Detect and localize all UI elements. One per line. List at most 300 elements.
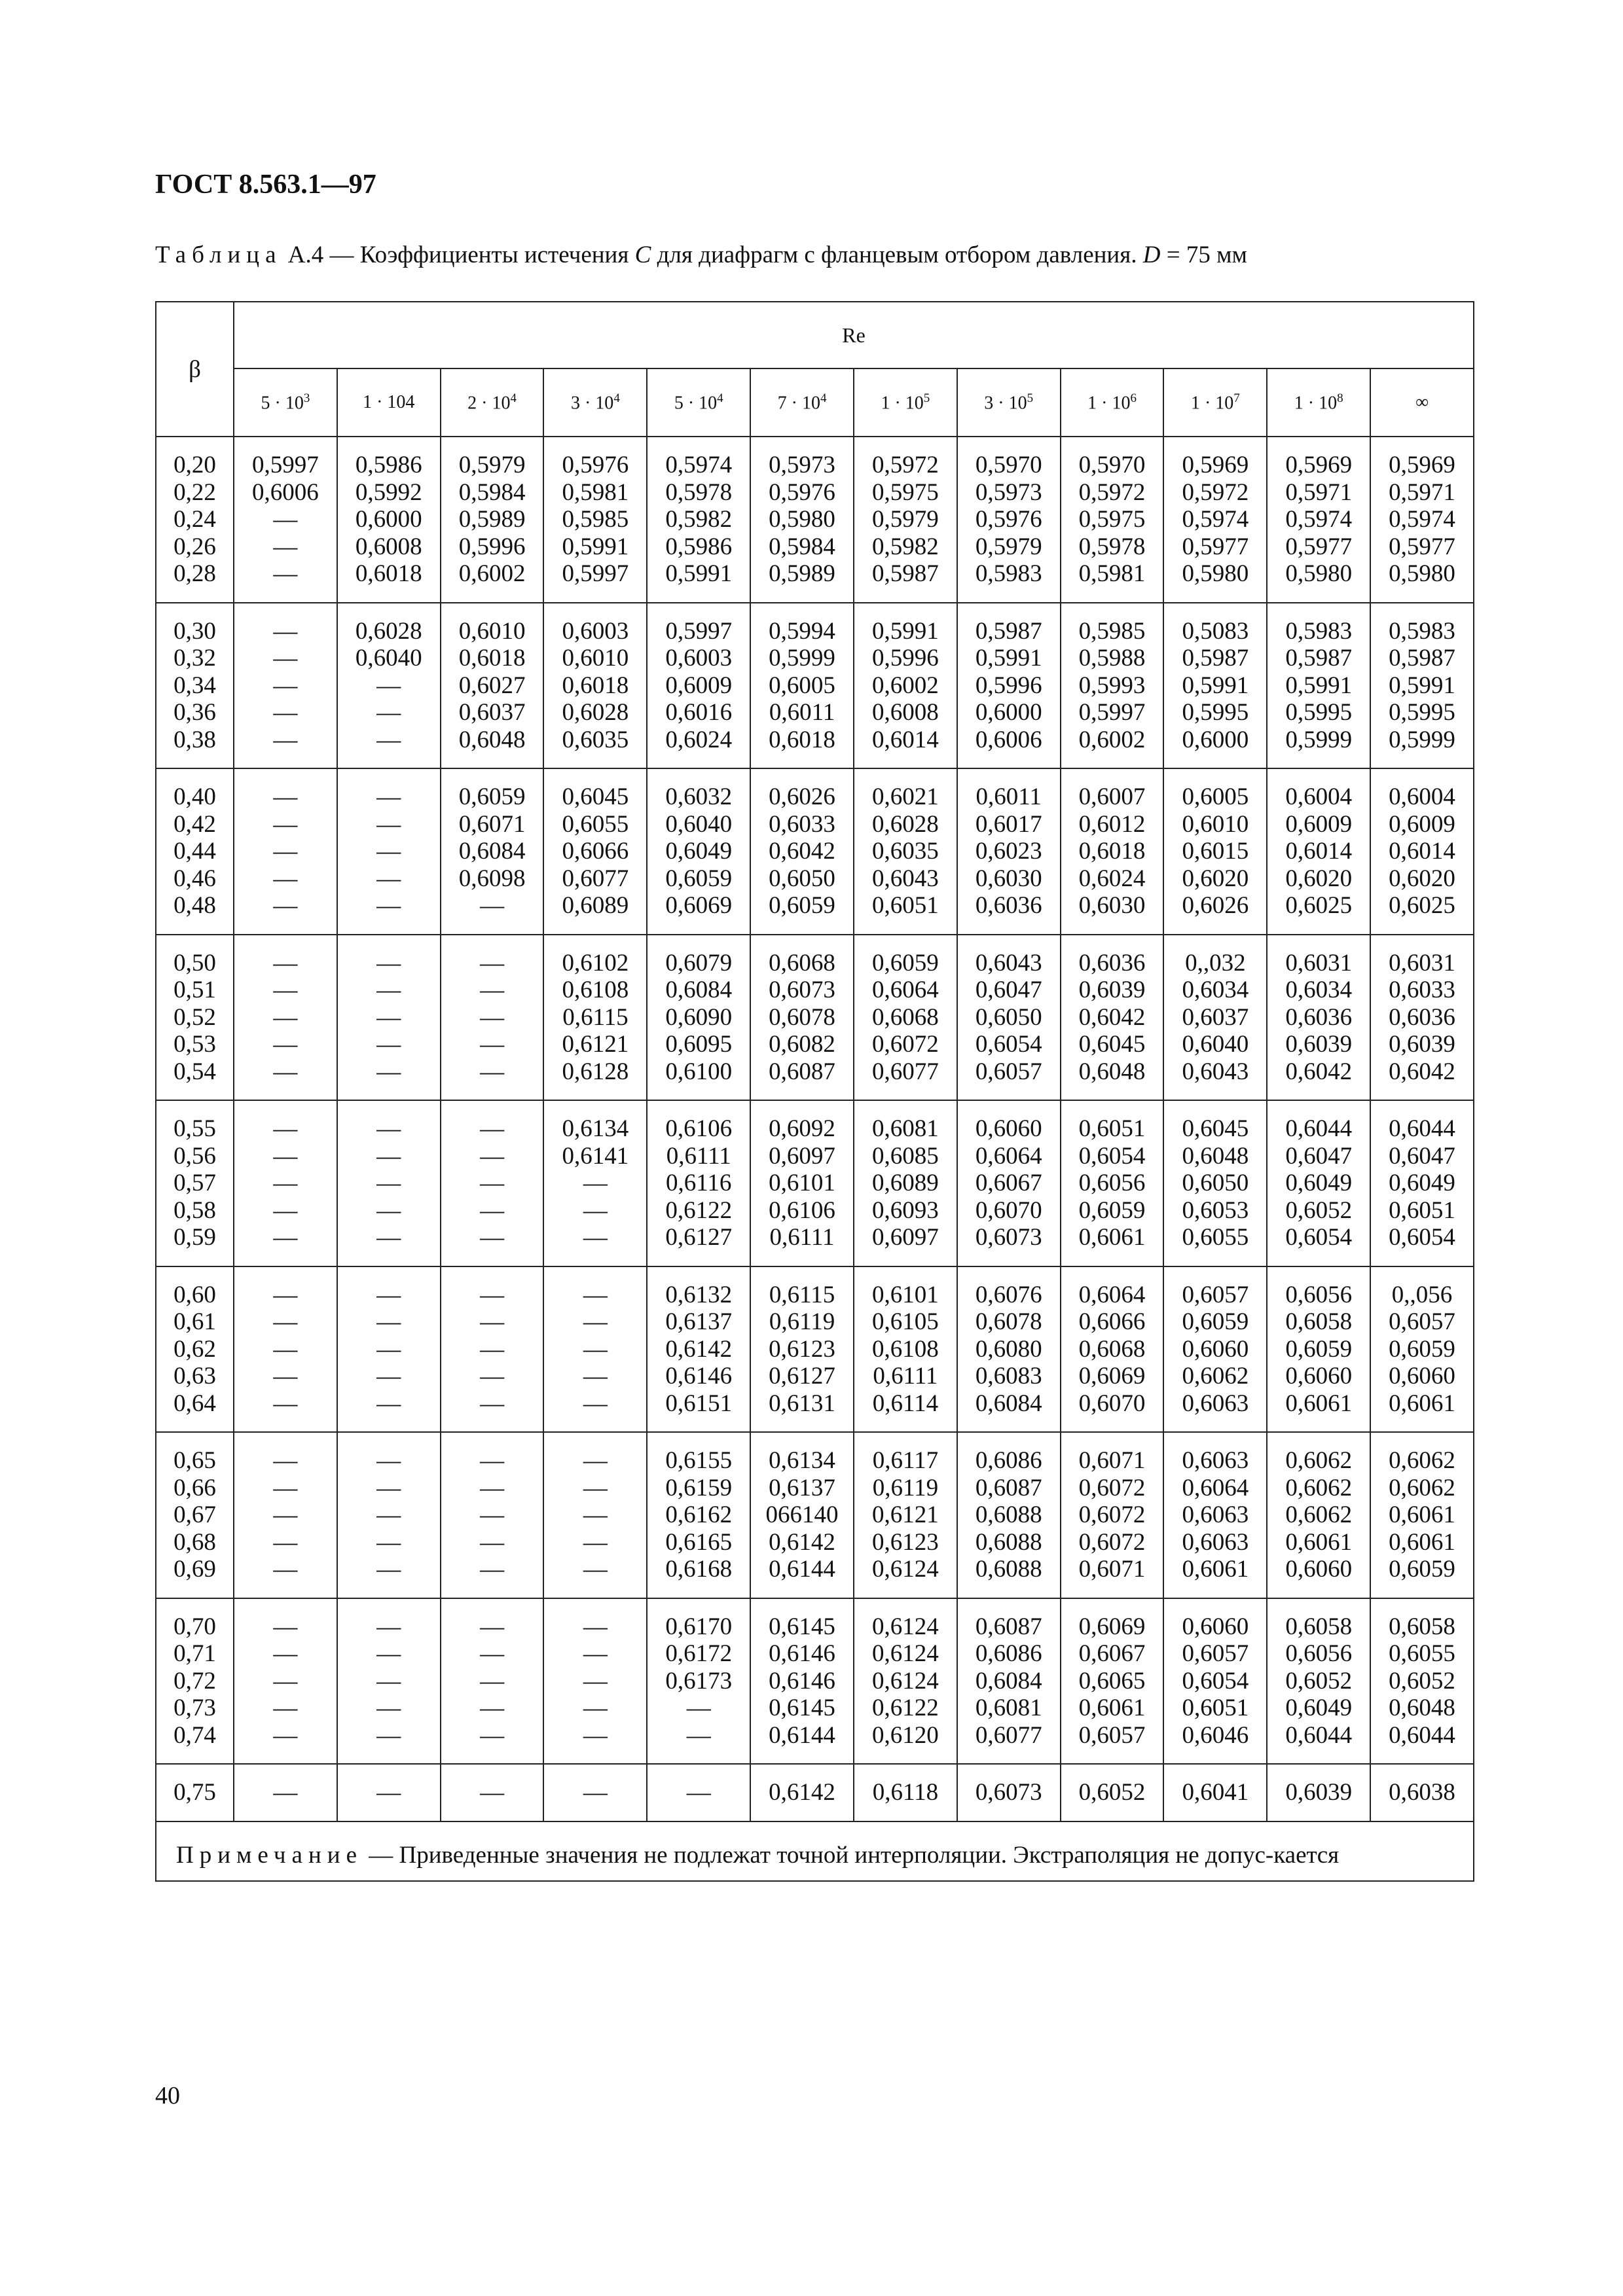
coefficient-value: 0,6003 <box>562 617 629 645</box>
beta-cell <box>156 437 234 603</box>
re-column-header <box>337 368 441 437</box>
value-cell <box>1370 1100 1474 1266</box>
coefficient-value: — <box>376 1667 401 1695</box>
re-column-exponent: 7 <box>1233 391 1240 405</box>
table-caption <box>155 241 1247 269</box>
coefficient-value: 0,6067 <box>1078 1640 1146 1667</box>
value-cell <box>750 1598 854 1765</box>
coefficient-value: — <box>273 1667 298 1695</box>
value-cell <box>234 1100 337 1266</box>
coefficient-value: — <box>376 1115 401 1142</box>
coefficient-value: 0,5986 <box>665 533 733 560</box>
coefficient-value: 0,6052 <box>1389 1667 1455 1695</box>
coefficient-value: 0,6047 <box>1389 1142 1455 1170</box>
coefficient-value: — <box>376 892 401 919</box>
value-cell <box>441 1266 544 1433</box>
coefficient-value: 0,6078 <box>769 1003 835 1031</box>
value-cell <box>1061 1266 1164 1433</box>
coefficient-value: 0,5995 <box>1285 699 1353 726</box>
coefficient-value: 0,6063 <box>1182 1447 1249 1474</box>
re-column-mantissa: 1 · 104 <box>363 392 415 412</box>
coefficient-value: 0,6076 <box>975 1281 1042 1308</box>
coefficient-value: 0,6010 <box>562 645 629 672</box>
coefficient-value: — <box>273 1031 298 1058</box>
re-header: Re <box>234 302 1474 368</box>
coefficient-value: — <box>583 1613 608 1640</box>
coefficient-value: 0,6121 <box>872 1501 939 1528</box>
coefficient-value: — <box>273 838 298 865</box>
coefficient-value: 0,5996 <box>872 645 939 672</box>
coefficient-value: 0,6077 <box>975 1721 1042 1749</box>
coefficient-value: 0,6008 <box>355 533 422 560</box>
beta-cell <box>156 935 234 1101</box>
coefficient-value: 0,6132 <box>665 1281 733 1308</box>
value-cell <box>647 1764 750 1821</box>
coefficient-value: 0,6056 <box>1285 1640 1353 1667</box>
coefficient-value: 0,6049 <box>665 838 733 865</box>
coefficient-value: 0,5987 <box>1389 645 1455 672</box>
coefficient-value: 0,5974 <box>1389 506 1455 533</box>
re-column-header <box>1163 368 1267 437</box>
coefficient-value: — <box>583 1308 608 1335</box>
coefficient-value: 0,5987 <box>1182 645 1249 672</box>
value-cell <box>1163 603 1267 769</box>
coefficient-value: 0,6048 <box>1182 1142 1249 1170</box>
coefficient-value: 0,5983 <box>1285 617 1353 645</box>
value-cell <box>337 1432 441 1598</box>
re-column-mantissa: 3 · 10 <box>570 393 614 414</box>
value-cell <box>750 935 854 1101</box>
beta-value: 0,22 <box>173 478 216 506</box>
coefficient-value: — <box>273 533 298 560</box>
beta-value: 0,36 <box>173 699 216 726</box>
coefficient-value: — <box>686 1779 711 1806</box>
coefficient-value: 0,6088 <box>975 1528 1042 1556</box>
value-cell <box>854 1100 957 1266</box>
coefficient-value: 0,6159 <box>665 1474 733 1501</box>
coefficient-value: 0,5971 <box>1285 478 1353 506</box>
coefficient-value: 0,6142 <box>769 1528 835 1556</box>
coefficient-value: 0,6124 <box>872 1667 939 1695</box>
coefficient-value: — <box>273 949 298 977</box>
coefficient-value: 0,6145 <box>769 1695 835 1721</box>
coefficient-value: 0,6051 <box>1182 1695 1249 1721</box>
coefficient-value: — <box>376 949 401 977</box>
coefficient-value: 0,6007 <box>1078 783 1146 810</box>
coefficient-value: 0,6079 <box>665 949 733 977</box>
coefficient-value: — <box>480 1058 505 1085</box>
beta-value: 0,60 <box>173 1281 216 1308</box>
value-cell <box>854 1764 957 1821</box>
value-cell <box>337 768 441 935</box>
value-cell <box>441 935 544 1101</box>
value-cell <box>1061 1100 1164 1266</box>
coefficient-value: 0,,056 <box>1391 1281 1453 1308</box>
coefficient-value: 0,5987 <box>975 617 1042 645</box>
coefficient-value: 0,6098 <box>458 865 526 892</box>
coefficient-value: 0,6012 <box>1078 810 1146 838</box>
coefficient-value: 0,6005 <box>769 672 835 699</box>
coefficient-value: 0,5981 <box>1078 560 1146 587</box>
coefficient-value: 0,6067 <box>975 1170 1042 1196</box>
coefficient-value: 0,5996 <box>975 672 1042 699</box>
value-cell <box>441 603 544 769</box>
coefficient-value: — <box>376 810 401 838</box>
coefficient-value: — <box>273 1556 298 1583</box>
re-column-header <box>1370 368 1474 437</box>
coefficient-value: 0,6095 <box>665 1031 733 1058</box>
coefficient-value: — <box>376 672 401 699</box>
value-cell <box>647 437 750 603</box>
coefficient-value: 0,6046 <box>1182 1721 1249 1749</box>
value-cell <box>1267 1100 1370 1266</box>
coefficient-value: — <box>376 783 401 810</box>
coefficient-value: 0,6064 <box>1182 1474 1249 1501</box>
coefficient-value: 0,6015 <box>1182 838 1249 865</box>
coefficient-value: 0,6028 <box>872 810 939 838</box>
caption-symbol-c: C <box>634 242 651 268</box>
coefficient-value: 0,6068 <box>872 1003 939 1031</box>
coefficient-value: 0,5991 <box>975 645 1042 672</box>
value-cell <box>543 768 647 935</box>
coefficient-value: 0,5973 <box>769 452 835 478</box>
coefficient-value: 0,6064 <box>1078 1281 1146 1308</box>
coefficient-value: 0,6002 <box>1078 726 1146 753</box>
coefficient-value: 0,6054 <box>1285 1224 1353 1251</box>
coefficient-value: 0,6146 <box>769 1640 835 1667</box>
coefficient-value: 0,6057 <box>975 1058 1042 1085</box>
coefficient-value: 0,6023 <box>975 838 1042 865</box>
coefficient-value: — <box>480 949 505 977</box>
coefficient-value: 0,5980 <box>1285 560 1353 587</box>
coefficient-value: — <box>376 1695 401 1721</box>
value-cell <box>750 1266 854 1433</box>
beta-value: 0,54 <box>173 1058 216 1085</box>
re-column-header <box>854 368 957 437</box>
coefficient-value: 0,6030 <box>975 865 1042 892</box>
coefficient-value: 0,6049 <box>1285 1695 1353 1721</box>
coefficient-value: 0,6060 <box>1182 1613 1249 1640</box>
coefficient-value: 0,6059 <box>769 892 835 919</box>
value-cell <box>337 1764 441 1821</box>
coefficient-value: 0,6049 <box>1285 1170 1353 1196</box>
coefficient-value: 0,6066 <box>562 838 629 865</box>
coefficient-value: 0,6142 <box>665 1335 733 1363</box>
value-cell <box>543 1598 647 1765</box>
coefficient-value: 0,6018 <box>562 672 629 699</box>
coefficient-value: — <box>480 1335 505 1363</box>
coefficient-value: 0,5983 <box>975 560 1042 587</box>
caption-symbol-d: D <box>1142 242 1161 268</box>
beta-value: 0,40 <box>173 783 216 810</box>
re-column-exponent: 5 <box>1027 391 1034 405</box>
value-cell <box>750 603 854 769</box>
coefficient-value: 0,6127 <box>769 1363 835 1390</box>
value-cell <box>647 1432 750 1598</box>
beta-value: 0,59 <box>173 1224 216 1251</box>
value-cell <box>234 1598 337 1765</box>
coefficient-value: 0,6069 <box>665 892 733 919</box>
coefficient-value: 0,6061 <box>1389 1390 1455 1417</box>
caption-text-after: = 75 мм <box>1160 242 1247 268</box>
coefficient-value: — <box>480 1196 505 1224</box>
table-note <box>156 1821 1474 1882</box>
coefficient-value: 0,6089 <box>872 1170 939 1196</box>
value-cell <box>337 603 441 769</box>
value-cell <box>234 1432 337 1598</box>
beta-value: 0,50 <box>173 949 216 977</box>
coefficient-value: — <box>273 1224 298 1251</box>
coefficient-value: — <box>376 726 401 753</box>
coefficient-value: 0,6114 <box>872 1390 939 1417</box>
coefficient-value: 0,6025 <box>1285 892 1353 919</box>
coefficient-value: — <box>273 1390 298 1417</box>
coefficient-value: 0,6059 <box>1078 1196 1146 1224</box>
coefficient-value: 0,5995 <box>1182 699 1249 726</box>
coefficient-value: 0,6051 <box>1078 1115 1146 1142</box>
coefficient-value: 0,6124 <box>872 1613 939 1640</box>
coefficient-value: 0,6072 <box>1078 1474 1146 1501</box>
coefficient-value: 0,6106 <box>665 1115 733 1142</box>
caption-text-before: — Коэффициенты истечения <box>323 242 635 268</box>
coefficient-value: — <box>376 1058 401 1085</box>
coefficient-value: — <box>480 1474 505 1501</box>
coefficient-value: — <box>273 645 298 672</box>
coefficient-value: — <box>583 1501 608 1528</box>
coefficient-value: 0,6041 <box>1182 1779 1249 1806</box>
coefficient-value: — <box>376 1390 401 1417</box>
coefficient-value: 0,6003 <box>665 645 733 672</box>
coefficient-value: 0,6045 <box>1078 1031 1146 1058</box>
beta-value: 0,34 <box>173 672 216 699</box>
coefficient-value: 0,6062 <box>1285 1474 1353 1501</box>
re-column-header <box>1267 368 1370 437</box>
beta-cell <box>156 603 234 769</box>
table-row-group <box>156 437 1474 603</box>
coefficient-value: 0,6093 <box>872 1196 939 1224</box>
coefficient-value: — <box>583 1779 608 1806</box>
coefficient-value: 0,6042 <box>1285 1058 1353 1085</box>
coefficient-value: 0,5997 <box>562 560 629 587</box>
coefficient-value: 0,5991 <box>872 617 939 645</box>
coefficient-value: 0,6069 <box>1078 1613 1146 1640</box>
beta-value: 0,73 <box>173 1695 216 1721</box>
beta-value: 0,52 <box>173 1003 216 1031</box>
coefficient-value: — <box>273 1058 298 1085</box>
coefficient-value: — <box>480 1390 505 1417</box>
coefficient-value: 0,6042 <box>769 838 835 865</box>
coefficient-value: 0,6071 <box>458 810 526 838</box>
coefficient-value: — <box>480 1447 505 1474</box>
coefficient-value: 0,6060 <box>1285 1556 1353 1583</box>
coefficient-value: 0,6050 <box>975 1003 1042 1031</box>
coefficient-value: — <box>273 699 298 726</box>
re-column-mantissa: 7 · 10 <box>777 393 820 414</box>
beta-cell <box>156 1266 234 1433</box>
coefficient-value: — <box>376 1447 401 1474</box>
beta-value: 0,67 <box>173 1501 216 1528</box>
coefficient-value: 0,6055 <box>562 810 629 838</box>
coefficient-value: 0,6145 <box>769 1613 835 1640</box>
coefficient-value: — <box>376 1528 401 1556</box>
coefficient-value: 0,6108 <box>872 1335 939 1363</box>
re-column-mantissa: 5 · 10 <box>261 393 304 414</box>
coefficient-value: 0,6000 <box>975 699 1042 726</box>
coefficient-value: 0,6165 <box>665 1528 733 1556</box>
value-cell <box>957 603 1061 769</box>
value-cell <box>750 1764 854 1821</box>
coefficient-value: 0,5976 <box>769 478 835 506</box>
coefficient-value: 0,5997 <box>665 617 733 645</box>
coefficient-value: 0,6084 <box>975 1390 1042 1417</box>
coefficient-value: 0,5994 <box>769 617 835 645</box>
coefficient-value: 0,6037 <box>458 699 526 726</box>
coefficient-value: 0,6000 <box>1182 726 1249 753</box>
coefficient-value: 0,6051 <box>1389 1196 1455 1224</box>
coefficient-value: — <box>480 1115 505 1142</box>
beta-value: 0,53 <box>173 1031 216 1058</box>
coefficient-value: 0,5982 <box>872 533 939 560</box>
coefficient-value: — <box>376 1142 401 1170</box>
coefficient-value: 0,6056 <box>1078 1170 1146 1196</box>
coefficient-value: 0,6117 <box>872 1447 939 1474</box>
value-cell <box>543 1100 647 1266</box>
value-cell <box>234 768 337 935</box>
coefficient-value: — <box>376 1003 401 1031</box>
value-cell <box>647 603 750 769</box>
coefficient-value: 0,6122 <box>665 1196 733 1224</box>
value-cell <box>337 935 441 1101</box>
coefficient-value: 0,6082 <box>769 1031 835 1058</box>
coefficient-value: 0,6049 <box>1389 1170 1455 1196</box>
coefficient-value: 0,6118 <box>872 1779 939 1806</box>
value-cell <box>543 935 647 1101</box>
coefficient-value: 0,6034 <box>1285 977 1353 1003</box>
coefficient-value: 0,6124 <box>872 1640 939 1667</box>
coefficient-value: — <box>583 1170 608 1196</box>
coefficient-value: 0,6020 <box>1285 865 1353 892</box>
table-row-group <box>156 768 1474 935</box>
coefficient-value: 0,6060 <box>975 1115 1042 1142</box>
value-cell <box>441 1598 544 1765</box>
value-cell <box>647 768 750 935</box>
coefficient-value: 0,6088 <box>975 1501 1042 1528</box>
coefficient-value: 0,5999 <box>1285 726 1353 753</box>
beta-value: 0,48 <box>173 892 216 919</box>
value-cell <box>1370 1764 1474 1821</box>
coefficient-value: 0,5999 <box>1389 726 1455 753</box>
value-cell <box>750 437 854 603</box>
value-cell <box>1163 1764 1267 1821</box>
coefficient-value: 0,6142 <box>769 1779 835 1806</box>
coefficient-value: 0,5977 <box>1182 533 1249 560</box>
coefficient-value: 0,6038 <box>1389 1779 1455 1806</box>
coefficient-value: 0,6043 <box>975 949 1042 977</box>
coefficient-value: 0,6162 <box>665 1501 733 1528</box>
coefficient-value: 0,6033 <box>769 810 835 838</box>
coefficient-value: — <box>376 1556 401 1583</box>
coefficient-value: 0,6088 <box>975 1556 1042 1583</box>
coefficient-value: 0,6036 <box>1078 949 1146 977</box>
value-cell <box>854 437 957 603</box>
coefficient-value: — <box>480 977 505 1003</box>
coefficient-value: 0,6073 <box>769 977 835 1003</box>
beta-value: 0,55 <box>173 1115 216 1142</box>
coefficient-value: — <box>273 1142 298 1170</box>
coefficient-value: 0,6146 <box>665 1363 733 1390</box>
coefficient-value: 0,6173 <box>665 1667 733 1695</box>
beta-value: 0,32 <box>173 645 216 672</box>
coefficient-value: 0,6014 <box>1285 838 1353 865</box>
coefficient-value: — <box>480 1528 505 1556</box>
beta-value: 0,30 <box>173 617 216 645</box>
coefficient-value: 0,6039 <box>1078 977 1146 1003</box>
value-cell <box>441 437 544 603</box>
beta-value: 0,26 <box>173 533 216 560</box>
value-cell <box>543 1764 647 1821</box>
coefficient-value: 0,6069 <box>1078 1363 1146 1390</box>
beta-value: 0,63 <box>173 1363 216 1390</box>
coefficient-value: 0,5984 <box>769 533 835 560</box>
coefficient-value: — <box>273 1363 298 1390</box>
re-column-header <box>441 368 544 437</box>
coefficient-value: — <box>686 1721 711 1749</box>
table-row-group <box>156 935 1474 1101</box>
coefficient-value: 0,6048 <box>1389 1695 1455 1721</box>
coefficient-value: 0,6084 <box>458 838 526 865</box>
coefficient-value: 0,5991 <box>665 560 733 587</box>
coefficient-value: — <box>273 1779 298 1806</box>
value-cell <box>234 1764 337 1821</box>
coefficient-value: 0,6062 <box>1285 1501 1353 1528</box>
value-cell <box>543 1432 647 1598</box>
coefficient-value: 0,6036 <box>1389 1003 1455 1031</box>
coefficient-value: 0,6071 <box>1078 1447 1146 1474</box>
coefficient-value: 0,6033 <box>1389 977 1455 1003</box>
value-cell <box>1267 1432 1370 1598</box>
coefficient-value: 0,6004 <box>1389 783 1455 810</box>
coefficient-value: 0,6060 <box>1389 1363 1455 1390</box>
coefficient-value: 0,6062 <box>1182 1363 1249 1390</box>
coefficient-value: 0,6101 <box>872 1281 939 1308</box>
coefficient-value: — <box>273 1640 298 1667</box>
re-column-exponent: 4 <box>510 391 517 405</box>
coefficient-value: 0,6077 <box>872 1058 939 1085</box>
coefficient-value: — <box>583 1528 608 1556</box>
coefficient-value: 0,5988 <box>1078 645 1146 672</box>
coefficient-value: 0,6043 <box>1182 1058 1249 1085</box>
beta-value: 0,61 <box>173 1308 216 1335</box>
coefficient-value: 0,6072 <box>1078 1528 1146 1556</box>
coefficient-value: 0,6122 <box>872 1695 939 1721</box>
coefficient-value: 0,6020 <box>1389 865 1455 892</box>
coefficient-value: 0,6059 <box>1182 1308 1249 1335</box>
coefficient-value: — <box>376 1308 401 1335</box>
coefficient-value: 0,6055 <box>1389 1640 1455 1667</box>
coefficient-value: 0,6048 <box>1078 1058 1146 1085</box>
coefficient-value: 0,6002 <box>458 560 526 587</box>
value-cell <box>750 1432 854 1598</box>
value-cell <box>647 1598 750 1765</box>
coefficient-value: 0,6134 <box>769 1447 835 1474</box>
coefficient-value: 0,6058 <box>1389 1613 1455 1640</box>
value-cell <box>1061 768 1164 935</box>
beta-value: 0,44 <box>173 838 216 865</box>
coefficient-value: — <box>273 865 298 892</box>
coefficient-value: 0,5980 <box>1389 560 1455 587</box>
re-column-header <box>1061 368 1164 437</box>
coefficient-value: 0,5973 <box>975 478 1042 506</box>
